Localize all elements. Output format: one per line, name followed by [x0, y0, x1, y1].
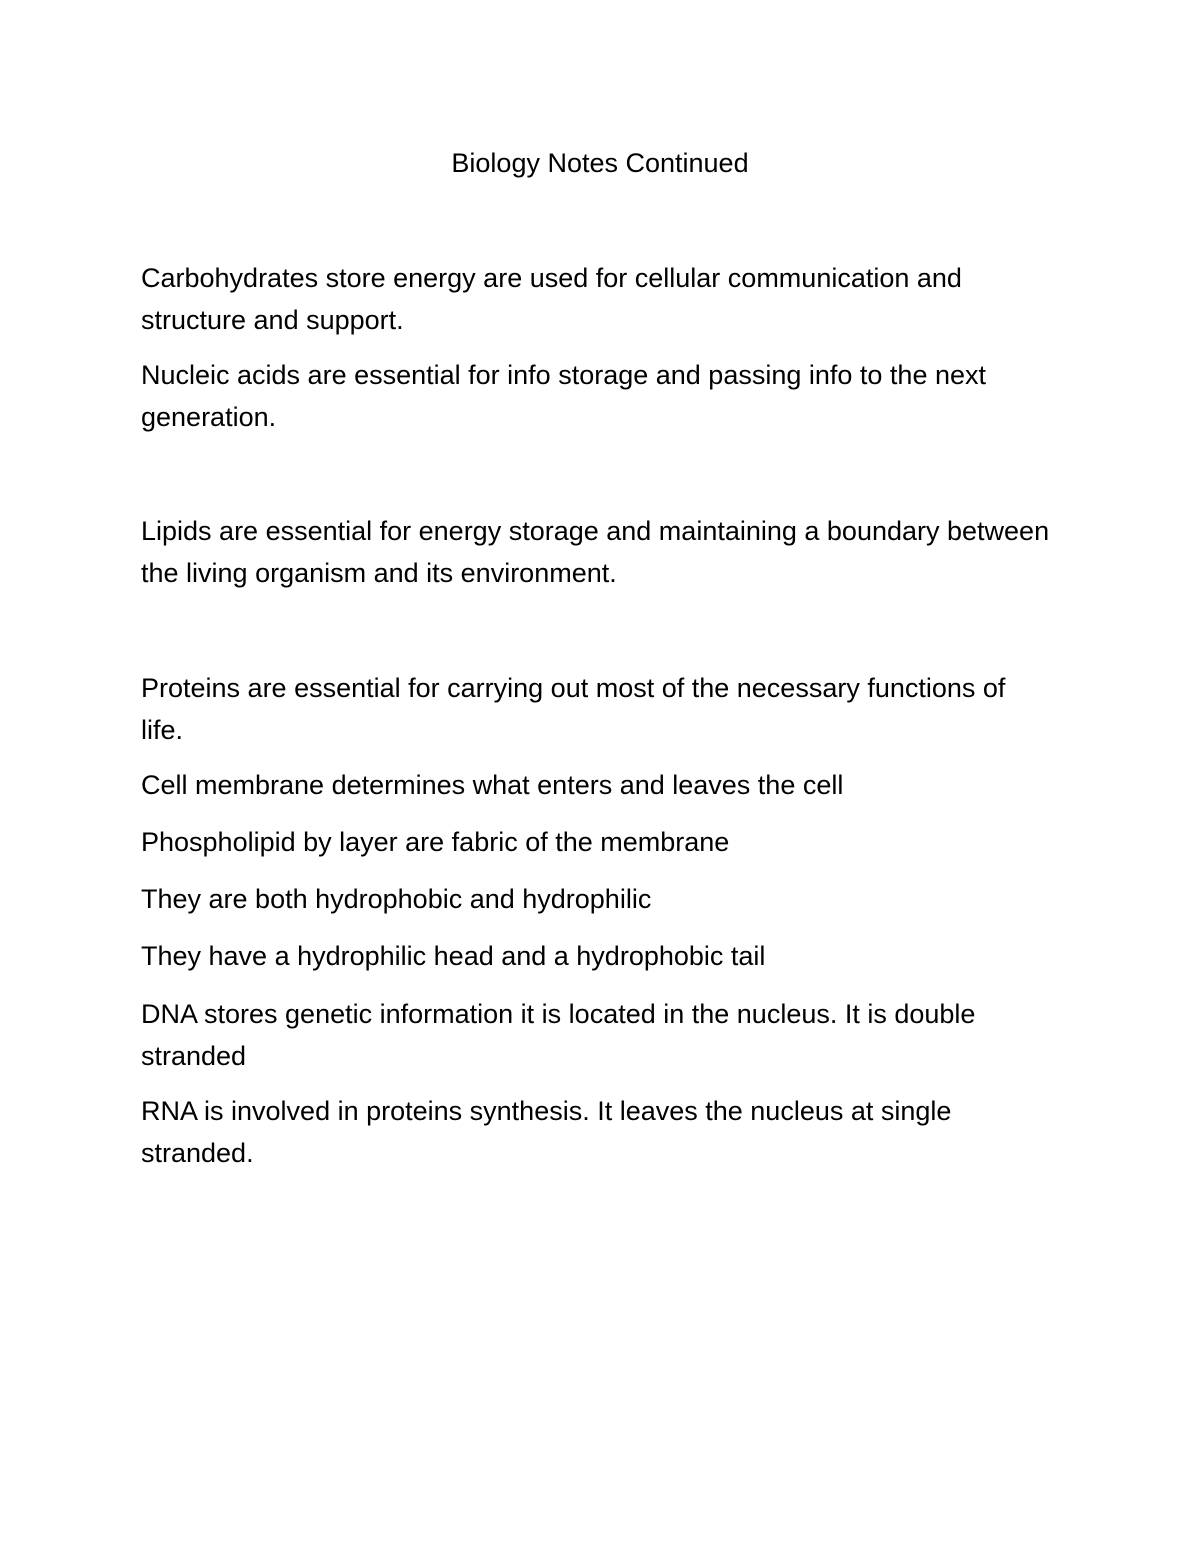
paragraph-dna: DNA stores genetic information it is located in the nucleus. It is double stranded [141, 999, 976, 1071]
paragraph-rna: RNA is involved in proteins synthesis. It leaves the nucleus at single stranded. [141, 1096, 952, 1168]
paragraph-cell-membrane: Cell membrane determines what enters and leaves the cell [141, 770, 844, 800]
paragraph-proteins: Proteins are essential for carrying out most of the necessary functions of life. [141, 673, 1006, 745]
paragraph-carbohydrates: Carbohydrates store energy are used for cellular communication and structure and support. [141, 263, 962, 335]
document-title: Biology Notes Continued [451, 148, 749, 178]
paragraph-phospholipid: Phospholipid by layer are fabric of the membrane [141, 827, 730, 857]
paragraph-head-tail: They have a hydrophilic head and a hydrophobic tail [141, 941, 766, 971]
paragraph-nucleic-acids: Nucleic acids are essential for info storage and passing info to the next generation. [141, 360, 986, 432]
paragraph-hydrophobic-hydrophilic: They are both hydrophobic and hydrophilic [141, 884, 652, 914]
paragraph-lipids: Lipids are essential for energy storage and maintaining a boundary between the living organism and its environment. [141, 516, 1050, 588]
